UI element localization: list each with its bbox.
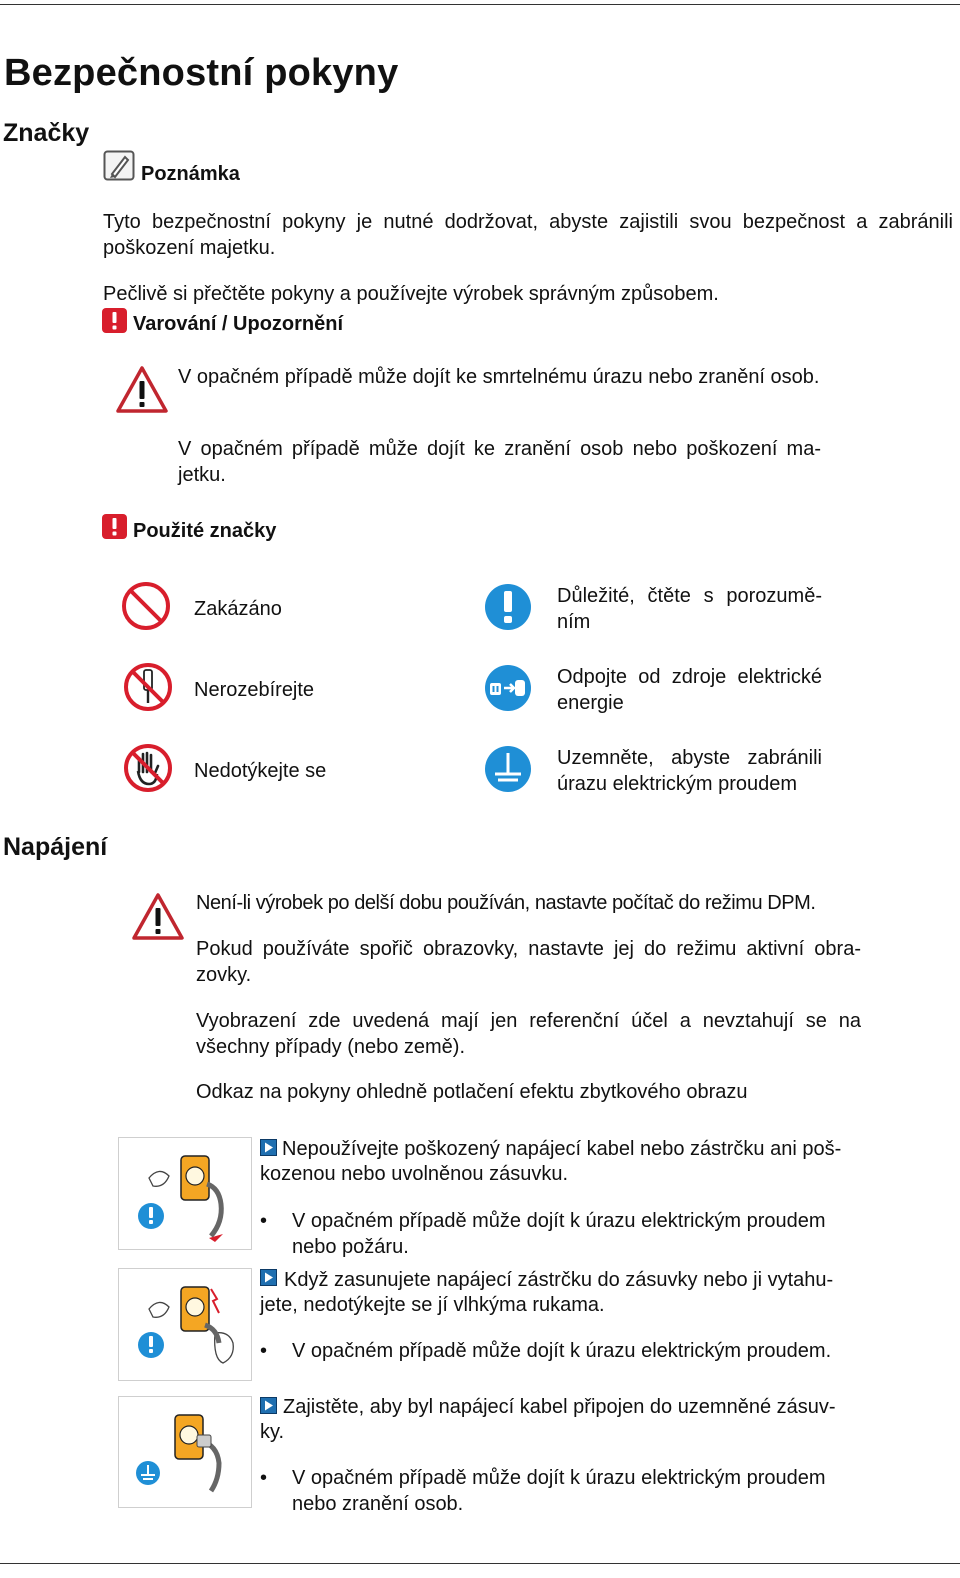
bullet-square-icon <box>260 1269 277 1291</box>
warning-text-2: V opačném případě může dojít ke zranění osob nebo poškození ma-jetku. <box>178 438 821 486</box>
disassemble-prohibited-icon <box>122 661 174 718</box>
bullet-dot: • <box>260 1340 268 1362</box>
warning-text-1: V opačném případě může dojít ke smrtelnému úrazu nebo zranění osob. <box>178 366 820 388</box>
important-icon <box>484 583 532 636</box>
bullet-dot: • <box>260 1210 268 1232</box>
item-1-title-line-1: Nepoužívejte poškozený napájecí kabel nebo zástrčku ani poš- <box>282 1138 842 1160</box>
no-touch-icon <box>122 742 174 799</box>
item-3-bullet <box>260 1465 870 1517</box>
triangle-warning-icon <box>115 365 169 420</box>
note-heading: Poznámka <box>141 163 240 185</box>
unplug-icon <box>484 664 532 717</box>
bottom-rule <box>0 1563 960 1564</box>
item-1-bullet-line-1: V opačném případě může dojít k úrazu elektrickým proudem <box>292 1210 826 1232</box>
illustration-damaged-cord <box>118 1137 252 1250</box>
item-3-bullet-line-1: V opačném případě může dojít k úrazu elektrickým proudem <box>292 1467 826 1489</box>
used-signs-heading: Použité značky <box>133 520 277 542</box>
illustration-wet-hands <box>118 1268 252 1381</box>
warning-heading: Varování / Upozornění <box>133 313 344 335</box>
bullet-dot: • <box>260 1467 268 1489</box>
item-3-title-line-2: ky. <box>260 1421 285 1443</box>
note-icon <box>103 150 136 187</box>
intro-paragraph-2: Pečlivě si přečtěte pokyny a používejte výrobek správným způsobem. <box>103 283 719 305</box>
sign-label-prohibited: Zakázáno <box>194 598 282 620</box>
section-title-symbols: Značky <box>3 119 90 147</box>
power-paragraph-2: Pokud používáte spořič obrazovky, nastavte jej do režimu aktivní obra-zovky. <box>196 938 861 986</box>
warning-badge-icon <box>102 514 127 544</box>
power-paragraph-1: Není-li výrobek po delší dobu používán, nastavte počítač do režimu DPM. <box>196 892 816 914</box>
bullet-square-icon <box>260 1397 277 1419</box>
sign-label-important: Důležité, čtěte s porozumě-ním <box>557 585 822 633</box>
item-1-bullet-line-2: nebo požáru. <box>292 1236 409 1258</box>
item-2-title-line-2: jete, nedotýkejte se jí vlhkýma rukama. <box>260 1294 605 1316</box>
sign-label-unplug: Odpojte od zdroje elektrické energie <box>557 666 822 714</box>
top-rule <box>0 4 960 5</box>
item-1-bullet <box>260 1208 870 1260</box>
triangle-warning-icon <box>131 892 185 947</box>
warning-badge-icon <box>102 308 127 338</box>
sign-label-disassemble: Nerozebírejte <box>194 679 315 701</box>
intro-paragraph-1: Tyto bezpečnostní pokyny je nutné dodržovat, abyste zajistili svou bezpečnost a zabránili poškození majetku. <box>103 211 953 259</box>
sign-label-no-touch: Nedotýkejte se <box>194 760 327 782</box>
ground-icon <box>484 745 532 798</box>
illustration-grounded-outlet <box>118 1396 252 1508</box>
bullet-square-icon <box>260 1139 277 1161</box>
sign-label-ground: Uzemněte, abyste zabránili úrazu elektrickým proudem <box>557 747 822 795</box>
item-3-title-line-1: Zajistěte, aby byl napájecí kabel připojen do uzemněné zásuv- <box>283 1396 836 1418</box>
prohibited-icon <box>120 580 172 637</box>
item-2-bullet <box>260 1338 870 1364</box>
section-title-power: Napájení <box>3 833 108 861</box>
power-paragraph-4: Odkaz na pokyny ohledně potlačení efektu zbytkového obrazu <box>196 1081 748 1103</box>
item-2-title-line-1: Když zasunujete napájecí zástrčku do zásuvky nebo ji vytahu- <box>284 1269 834 1291</box>
page-title: Bezpečnostní pokyny <box>4 52 399 94</box>
item-1-title-line-2: kozenou nebo uvolněnou zásuvku. <box>260 1163 569 1185</box>
item-2-bullet-line-1: V opačném případě může dojít k úrazu elektrickým proudem. <box>292 1340 832 1362</box>
power-paragraph-3: Vyobrazení zde uvedená mají jen referenční účel a nevztahují se na všechny případy (nebo země). <box>196 1010 861 1058</box>
item-3-bullet-line-2: nebo zranění osob. <box>292 1493 464 1515</box>
